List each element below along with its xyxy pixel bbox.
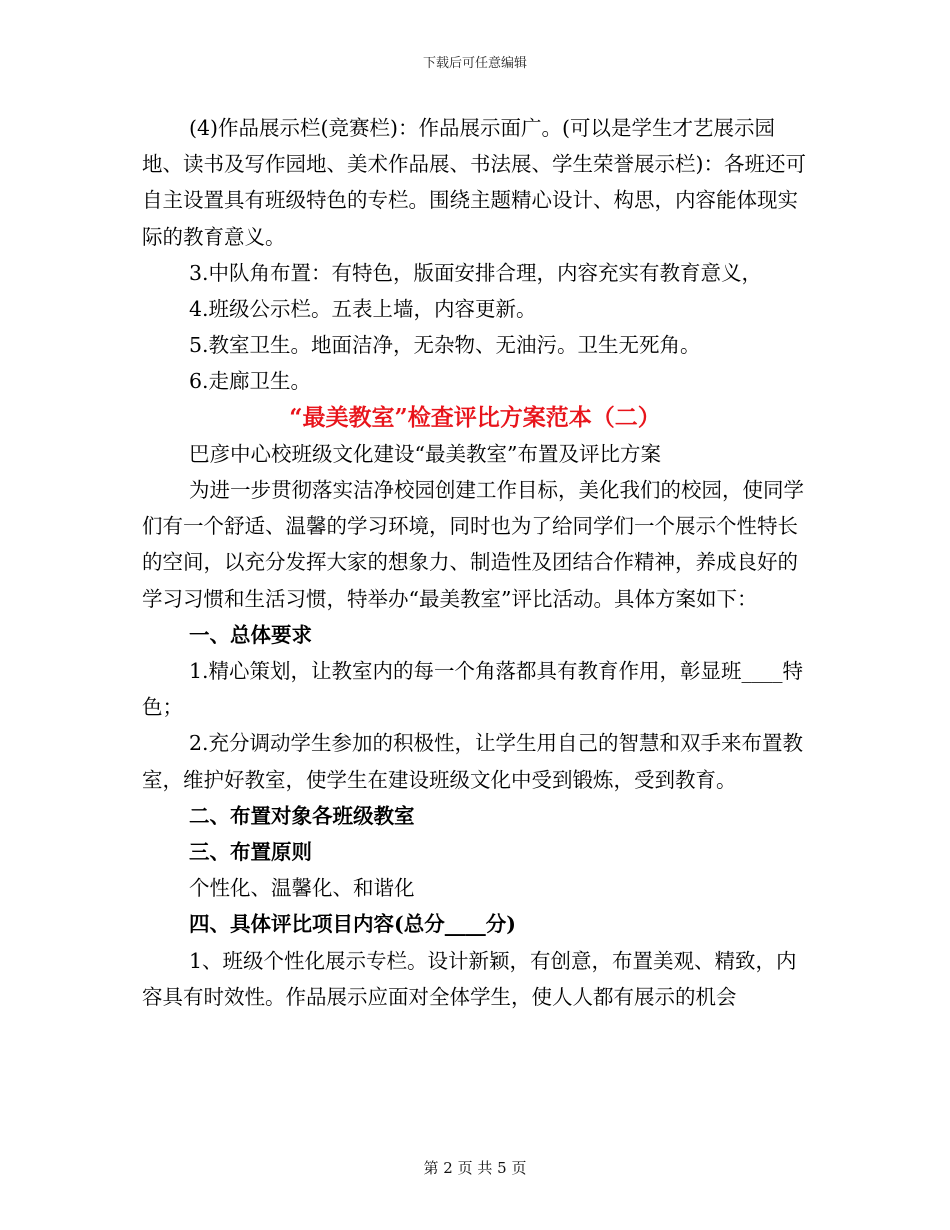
heading-target: 二、布置对象各班级教室 [189,803,415,828]
section-title: “最美教室”检查评比方案范本（二） [289,403,661,431]
page-footer: 第 2 页 共 5 页 [423,1159,527,1177]
heading-general-requirements: 一、总体要求 [189,622,312,647]
paragraph-classroom-hygiene: 5.教室卫生。地面洁净，无杂物、无油污。卫生无死角。 [189,333,701,358]
heading-evaluation-items: 四、具体评比项目内容(总分____分) [189,912,516,937]
paragraph-squad-corner: 3.中队角布置：有特色，版面安排合理，内容充实有教育意义， [189,260,763,285]
paragraph-corridor-hygiene: 6.走廊卫生。 [189,369,312,394]
document-body [142,110,808,1015]
page-header: 下载后可任意编辑 [422,56,527,71]
plan-subtitle: 巴彦中心校班级文化建设“最美教室”布置及评比方案 [189,441,661,466]
paragraph-exhibition-board: (4)作品展示栏(竞赛栏)：作品展示面广。(可以是学生才艺展示园地、读书及写作园地、美术作品展、书法展、学生荣誉展示栏)：各班还可自主设置具有班级特色的专栏。围绕主题精心设计、构思，内容能体现实际的教育意义。 [142,116,806,249]
paragraph-requirement-1: 1.精心策划，让教室内的每一个角落都具有教育作用，彰显班____特色； [142,659,804,720]
paragraph-principles: 个性化、温馨化、和谐化 [189,876,415,901]
paragraph-item-1: 1、班级个性化展示专栏。设计新颖，有创意，布置美观、精致，内容具有时效性。作品展示应面对全体学生，使人人都有展示的机会 [142,948,797,1009]
paragraph-requirement-2: 2.充分调动学生参加的积极性，让学生用自己的智慧和双手来布置教室，维护好教室，使学生在建设班级文化中受到锻炼，受到教育。 [142,731,804,792]
paragraph-intro: 为进一步贯彻落实洁净校园创建工作目标，美化我们的校园，使同学们有一个舒适、温馨的学习环境，同时也为了给同学们一个展示个性特长的空间，以充分发挥大家的想象力、制造性及团结合作精神，养成良好的学习习惯和生活习惯，特举办“最美教室”评比活动。具体方案如下： [142,478,804,611]
heading-principles: 三、布置原则 [189,840,312,865]
paragraph-class-notice-board: 4.班级公示栏。五表上墙，内容更新。 [189,297,537,322]
